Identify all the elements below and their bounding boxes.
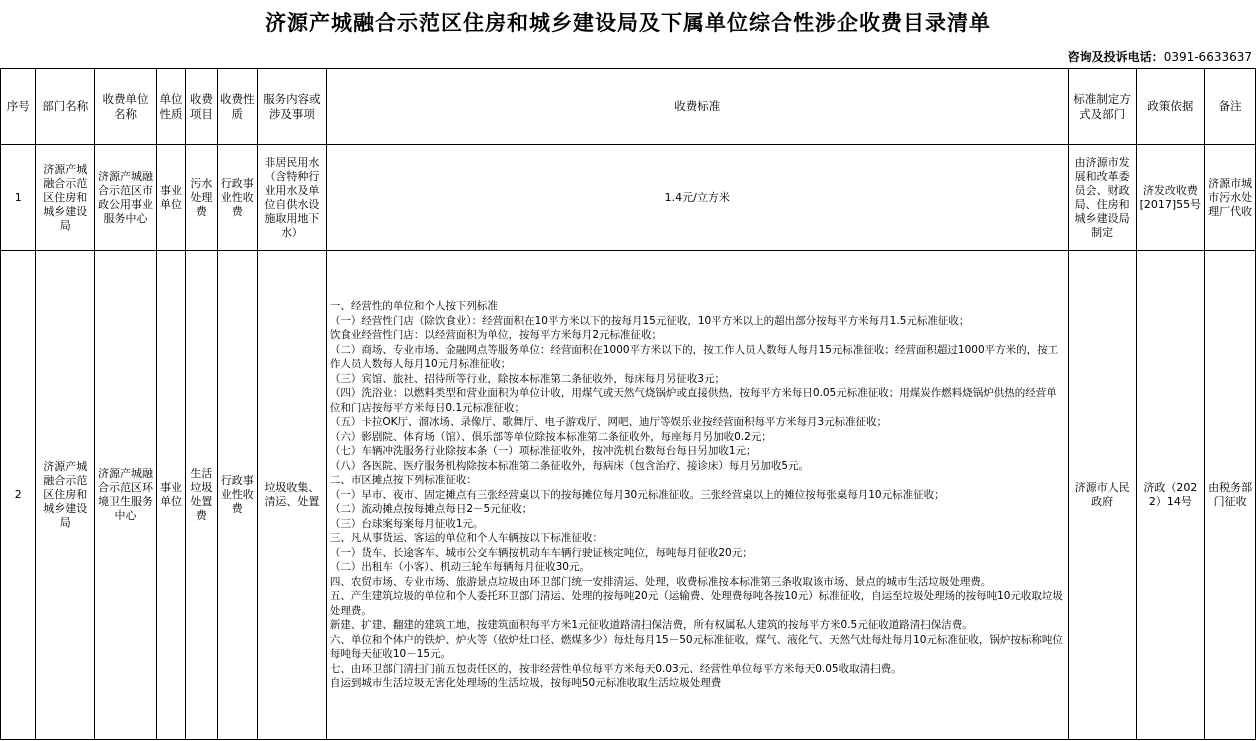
header-unit: 收费单位名称 [95, 69, 157, 145]
cell-basis: 济政（2022）14号 [1136, 251, 1205, 740]
cell-remark: 由税务部门征收 [1205, 251, 1256, 740]
cell-standard: 1.4元/立方米 [326, 145, 1068, 251]
standard-line: 三、凡从事货运、客运的单位和个人车辆按以下标准征收： [329, 532, 603, 545]
header-fee-nature: 收费性质 [217, 69, 257, 145]
cell-method: 由济源市发展和改革委员会、财政局、住房和城乡建设局制定 [1068, 145, 1136, 251]
cell-seq: 2 [1, 251, 36, 740]
cell-unit-nature: 事业单位 [156, 251, 185, 740]
contact-line [1068, 48, 1252, 65]
header-service: 服务内容或涉及事项 [258, 69, 327, 145]
standard-line: （三）台球案每案每月征收1元。 [329, 517, 484, 530]
standard-line: 七、由环卫部门清扫门前五包责任区的，按非经营性单位每平方米每天0.03元、经营性单位每平方米每天0.05收取清扫费。 [329, 662, 902, 675]
header-dept: 部门名称 [36, 69, 95, 145]
table-row [1, 145, 1256, 251]
standard-line: （五）卡拉OK厅、溜冰场、录像厅、歌舞厅、电子游戏厅、网吧、迪厅等娱乐业按经营面积每平方米每月3元标准征收； [329, 416, 888, 429]
standard-line: （八）各医院、医疗服务机构除按本标准第二条征收外，每病床（包含治疗、接诊床）每月另加收5元。 [329, 459, 810, 472]
cell-fee-nature: 行政事业性收费 [217, 251, 257, 740]
standard-line: （三）宾馆、旅社、招待所等行业，除按本标准第二条征收外，每床每月另征收3元； [329, 372, 726, 385]
cell-method: 济源市人民政府 [1068, 251, 1136, 740]
cell-item: 污水处理费 [186, 145, 217, 251]
standard-line: （二）出租车（小客）、机动三轮车每辆每月征收30元。 [329, 561, 590, 574]
cell-remark: 济源市城市污水处理厂代收 [1205, 145, 1256, 251]
standard-line: （六）影剧院、体育场（馆）、俱乐部等单位除按本标准第二条征收外，每座每月另加收0.2元； [329, 430, 772, 443]
contact-label: 咨询及投诉电话： [1067, 50, 1164, 64]
header-seq: 序号 [1, 69, 36, 145]
cell-dept: 济源产城融合示范区住房和城乡建设局 [36, 145, 95, 251]
standard-line: 五、产生建筑垃圾的单位和个人委托环卫部门清运、处理的按每吨20元（运输费、处理费每吨各按10元）标准征收，自运至垃圾处理场的按每吨10元收取垃圾处理费。 [329, 590, 1063, 617]
header-row [1, 69, 1256, 145]
header-item: 收费项目 [186, 69, 217, 145]
standard-line: 一、经营性的单位和个人按下列标准 [329, 300, 498, 313]
standard-line: 六、单位和个体户的铁炉、炉火等（依炉灶口径、燃煤多少）每灶每月15－50元标准征收，煤气、液化气、天然气灶每灶每月10元标准征收，锅炉按标称吨位每吨每天征收10－15元。 [329, 633, 1063, 661]
cell-service: 非居民用水（含特种行业用水及单位自供水设施取用地下水） [258, 145, 327, 251]
standard-line: （二）流动摊点按每摊点每日2－5元征收； [329, 503, 533, 516]
standard-line: （四）洗浴业：以燃料类型和营业面积为单位计收，用煤气或天然气烧锅炉或直接供热，按每平方米每日0.05元标准征收；用煤炭作燃料烧锅炉供热的经营单位和门店按每平方米每日0.1元标准征收； [329, 387, 1057, 414]
cell-unit: 济源产城融合示范区市政公用事业服务中心 [95, 145, 157, 251]
standard-line: 二、市区摊点按下列标准征收： [329, 474, 477, 487]
cell-standard-detail [326, 251, 1068, 740]
header-standard: 收费标准 [326, 69, 1068, 145]
standard-line: （七）车辆冲洗服务行业除按本条（一）项标准征收外，按冲洗机台数每台每日另加收1元； [329, 445, 757, 458]
contact-phone: 0391-6633637 [1163, 50, 1252, 64]
standard-line: （一）早市、夜市、固定摊点有三张经营桌以下的按每摊位每月30元标准征收。三张经营桌以上的摊位按每张桌每月10元标准征收； [329, 488, 945, 501]
cell-service: 垃圾收集、清运、处置 [258, 251, 327, 740]
cell-unit: 济源产城融合示范区环境卫生服务中心 [95, 251, 157, 740]
cell-unit-nature: 事业单位 [156, 145, 185, 251]
standard-line: （一）经营性门店（除饮食业）：经营面积在10平方米以下的按每月15元征收，10平方米以上的超出部分按每平方米每月1.5元标准征收； [329, 314, 970, 327]
header-unit-nature: 单位性质 [156, 69, 185, 145]
page-title: 济源产城融合示范区住房和城乡建设局及下属单位综合性涉企收费目录清单 [265, 10, 991, 35]
standard-line: 自运到城市生活垃圾无害化处理场的生活垃圾，按每吨50元标准收取生活垃圾处理费 [329, 677, 722, 690]
header-basis: 政策依据 [1136, 69, 1205, 145]
standard-line: 四、农贸市场、专业市场、旅游景点垃圾由环卫部门统一安排清运、处理，收费标准按本标准第三条收取该市场、景点的城市生活垃圾处理费。 [329, 575, 992, 588]
cell-fee-nature: 行政事业性收费 [217, 145, 257, 251]
standard-line: 饮食业经营性门店：以经营面积为单位，按每平方米每月2元标准征收； [329, 329, 663, 342]
standard-line: 新建、扩建、翻建的建筑工地，按建筑面积每平方米1元征收道路清扫保洁费，所有权属私人建筑的按每平方米0.5元征收道路清扫保洁费。 [329, 619, 973, 632]
header-remark: 备注 [1205, 69, 1256, 145]
cell-seq: 1 [1, 145, 36, 251]
cell-dept: 济源产城融合示范区住房和城乡建设局 [36, 251, 95, 740]
cell-item: 生活垃圾处置费 [186, 251, 217, 740]
cell-basis: 济发改收费[2017]55号 [1136, 145, 1205, 251]
standard-line: （一）货车、长途客车、城市公交车辆按机动车车辆行驶证核定吨位，每吨每月征收20元； [329, 546, 753, 559]
table-row [1, 251, 1256, 740]
header-method: 标准制定方式及部门 [1068, 69, 1136, 145]
fee-catalog-table [0, 68, 1256, 740]
standard-line: （二）商场、专业市场、金融网点等服务单位：经营面积在1000平方米以下的，按工作人员人数每人每月15元标准征收；经营面积超过1000平方米的，按工作人员人数每人每月10元月标准征收； [329, 343, 1059, 371]
